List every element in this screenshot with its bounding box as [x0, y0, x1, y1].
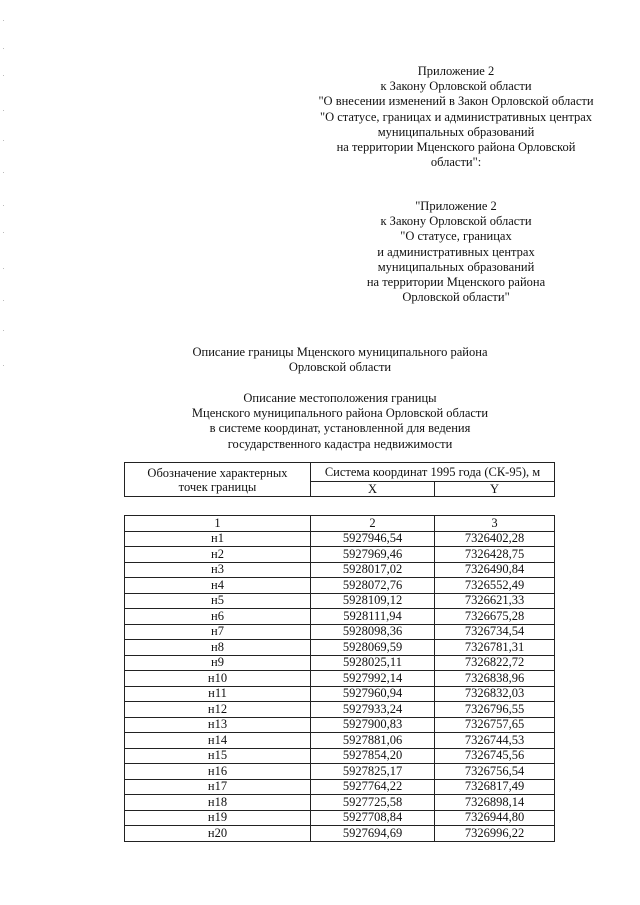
point-name-cell: н13 — [125, 717, 311, 733]
point-name-cell: н20 — [125, 826, 311, 842]
y-coordinate-cell: 7326734,54 — [435, 624, 555, 640]
y-coordinate-cell: 7326796,55 — [435, 702, 555, 718]
point-name-cell: н7 — [125, 624, 311, 640]
appendix-inner-line: Орловской области" — [402, 290, 510, 305]
y-coordinate-cell: 7326838,96 — [435, 671, 555, 687]
coordinates-data-table — [124, 515, 555, 842]
table-row — [125, 671, 555, 687]
point-name-cell: н8 — [125, 640, 311, 656]
table-row — [125, 779, 555, 795]
table-row — [125, 717, 555, 733]
point-name-cell: н9 — [125, 655, 311, 671]
point-name-cell: н15 — [125, 748, 311, 764]
coordinates-header-table — [124, 462, 555, 497]
y-coordinate-cell: 7326822,72 — [435, 655, 555, 671]
x-coordinate-cell: 5928098,36 — [311, 624, 435, 640]
y-coordinate-cell: 7326552,49 — [435, 578, 555, 594]
table-row — [125, 609, 555, 625]
x-coordinate-cell: 5928111,94 — [311, 609, 435, 625]
y-coordinate-cell: 7326621,33 — [435, 593, 555, 609]
y-coordinate-cell: 7326832,03 — [435, 686, 555, 702]
x-coordinate-cell: 5928069,59 — [311, 640, 435, 656]
x-coordinate-cell: 5927764,22 — [311, 779, 435, 795]
table-row — [125, 531, 555, 547]
point-name-cell: н2 — [125, 547, 311, 563]
x-coordinate-cell: 5927694,69 — [311, 826, 435, 842]
table-row — [125, 702, 555, 718]
point-name-cell: н1 — [125, 531, 311, 547]
subtitle-line: государственного кадастра недвижимости — [227, 436, 453, 451]
subtitle-line: в системе координат, установленной для ведения — [209, 421, 471, 436]
x-coordinate-cell: 5927933,24 — [311, 702, 435, 718]
subtitle-line: Мценского муниципального района Орловской области — [191, 406, 489, 421]
appendix-inner-line: к Закону Орловской области — [380, 214, 532, 229]
column-number-cell: 3 — [435, 516, 555, 532]
column-number-cell: 2 — [311, 516, 435, 532]
x-column-header: X — [311, 482, 435, 497]
coordinate-system-header: Система координат 1995 года (СК-95), м — [311, 463, 555, 482]
y-coordinate-cell: 7326490,84 — [435, 562, 555, 578]
x-coordinate-cell: 5927992,14 — [311, 671, 435, 687]
document-subtitle — [140, 391, 540, 452]
appendix-line: к Закону Орловской области — [380, 79, 532, 94]
point-name-cell: н6 — [125, 609, 311, 625]
column-number-row — [125, 516, 555, 532]
y-coordinate-cell: 7326944,80 — [435, 810, 555, 826]
y-coordinate-cell: 7326781,31 — [435, 640, 555, 656]
point-name-cell: н17 — [125, 779, 311, 795]
subtitle-line: Описание местоположения границы — [243, 391, 437, 405]
x-coordinate-cell: 5928025,11 — [311, 655, 435, 671]
x-coordinate-cell: 5927960,94 — [311, 686, 435, 702]
appendix-inner-line: "Приложение 2 — [415, 199, 497, 213]
table-row — [125, 562, 555, 578]
table-row — [125, 655, 555, 671]
point-name-cell: н11 — [125, 686, 311, 702]
table-row — [125, 593, 555, 609]
y-coordinate-cell: 7326675,28 — [435, 609, 555, 625]
document-title — [140, 345, 540, 375]
column-number-cell: 1 — [125, 516, 311, 532]
appendix-line: Приложение 2 — [417, 64, 495, 78]
y-coordinate-cell: 7326817,49 — [435, 779, 555, 795]
table-row — [125, 547, 555, 563]
appendix-inner-line: и административных центрах — [377, 244, 535, 259]
point-name-cell: н19 — [125, 810, 311, 826]
appendix-inner-line: муниципальных образований — [377, 259, 535, 274]
appendix-inner-line: на территории Мценского района — [366, 275, 546, 290]
table-row — [125, 686, 555, 702]
appendix-line: "О внесении изменений в Закон Орловской области — [318, 94, 594, 109]
table-row — [125, 733, 555, 749]
appendix-line: на территории Мценского района Орловской — [336, 140, 576, 155]
x-coordinate-cell: 5927725,58 — [311, 795, 435, 811]
x-coordinate-cell: 5927825,17 — [311, 764, 435, 780]
point-name-cell: н12 — [125, 702, 311, 718]
point-name-cell: н10 — [125, 671, 311, 687]
point-name-cell: н4 — [125, 578, 311, 594]
x-coordinate-cell: 5927854,20 — [311, 748, 435, 764]
table-row — [125, 640, 555, 656]
table-row — [125, 810, 555, 826]
x-coordinate-cell: 5927969,46 — [311, 547, 435, 563]
appendix-inner-line: "О статусе, границах — [400, 229, 512, 244]
table-row — [125, 624, 555, 640]
title-line: Орловской области — [288, 360, 392, 375]
title-line: Описание границы Мценского муниципального района — [192, 345, 488, 359]
y-coordinate-cell: 7326744,53 — [435, 733, 555, 749]
x-coordinate-cell: 5928072,76 — [311, 578, 435, 594]
x-coordinate-cell: 5927708,84 — [311, 810, 435, 826]
y-coordinate-cell: 7326745,56 — [435, 748, 555, 764]
point-name-cell: н5 — [125, 593, 311, 609]
y-coordinate-cell: 7326756,54 — [435, 764, 555, 780]
table-row — [125, 578, 555, 594]
y-coordinate-cell: 7326996,22 — [435, 826, 555, 842]
table-row — [125, 764, 555, 780]
x-coordinate-cell: 5927946,54 — [311, 531, 435, 547]
x-coordinate-cell: 5927881,06 — [311, 733, 435, 749]
y-coordinate-cell: 7326898,14 — [435, 795, 555, 811]
y-coordinate-cell: 7326428,75 — [435, 547, 555, 563]
point-designation-header: Обозначение характерных точек границы — [125, 463, 311, 497]
y-coordinate-cell: 7326757,65 — [435, 717, 555, 733]
point-name-cell: н3 — [125, 562, 311, 578]
table-row — [125, 795, 555, 811]
point-name-cell: н14 — [125, 733, 311, 749]
point-name-cell: н18 — [125, 795, 311, 811]
table-row — [125, 748, 555, 764]
scan-margin-specks — [3, 0, 6, 400]
appendix-line: муниципальных образований — [377, 124, 535, 139]
appendix-line: области": — [430, 155, 482, 170]
x-coordinate-cell: 5928017,02 — [311, 562, 435, 578]
x-coordinate-cell: 5928109,12 — [311, 593, 435, 609]
table-row — [125, 826, 555, 842]
y-column-header: Y — [435, 482, 555, 497]
appendix-header-block — [300, 64, 612, 170]
point-name-cell: н16 — [125, 764, 311, 780]
appendix-inner-header-block — [330, 199, 582, 305]
appendix-line: "О статусе, границах и административных центрах — [319, 109, 593, 124]
y-coordinate-cell: 7326402,28 — [435, 531, 555, 547]
x-coordinate-cell: 5927900,83 — [311, 717, 435, 733]
